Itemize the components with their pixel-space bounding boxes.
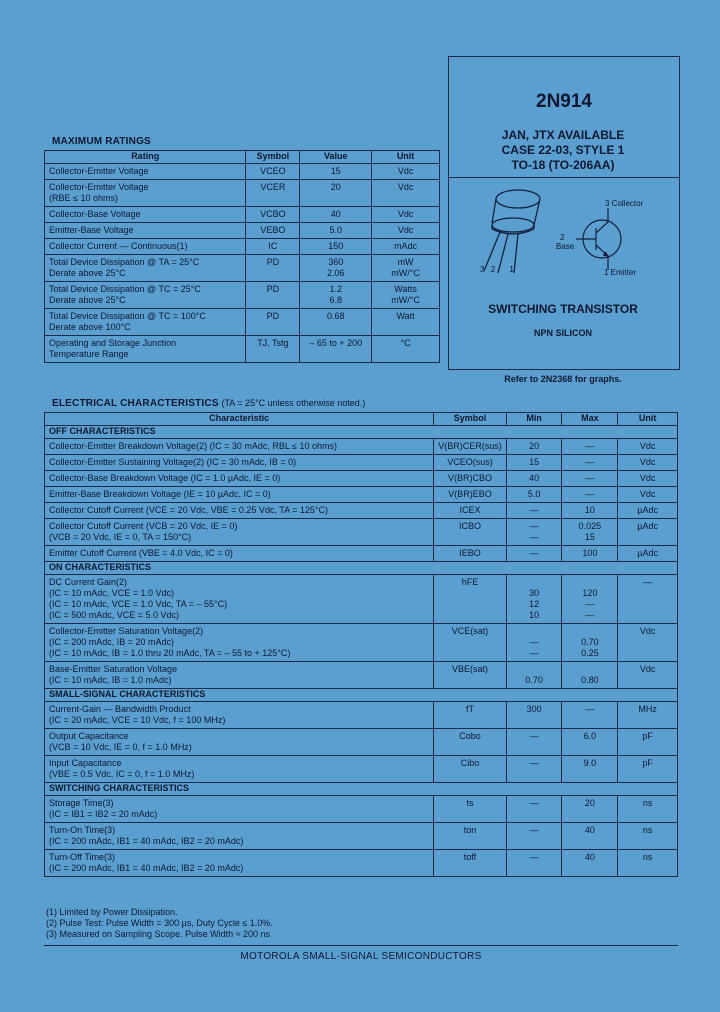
max-rating-row: [45, 239, 440, 255]
max-cell: [562, 503, 618, 519]
max-cell: [562, 702, 618, 729]
unit-cell: Vdc: [618, 624, 678, 662]
max-rating-row: [45, 207, 440, 223]
min-cell: [506, 519, 562, 546]
characteristic-cell-line: (IC = 10 mAdc, VCE = 1.0 Vdc, TA = – 55°C): [49, 599, 228, 609]
min-cell-line: 5.0: [527, 489, 541, 499]
characteristic-cell: [45, 624, 434, 662]
min-cell: [506, 850, 562, 877]
min-cell: [506, 439, 562, 455]
rating-cell-line: Collector-Base Voltage: [49, 209, 141, 219]
availability-text: JAN, JTX AVAILABLE: [501, 128, 625, 142]
min-cell-line: —: [529, 521, 539, 531]
value-cell: [300, 255, 372, 282]
unit-cell-line: °C: [400, 338, 411, 348]
max-cell: [562, 624, 618, 662]
characteristic-cell: [45, 729, 434, 756]
graphs-note: Refer to 2N2368 for graphs.: [504, 374, 622, 384]
value-cell-line: 360: [328, 257, 344, 267]
min-cell: [506, 662, 562, 689]
unit-cell: [372, 164, 440, 180]
unit-cell: pF: [618, 729, 678, 756]
characteristic-cell-line: Collector-Emitter Saturation Voltage(2): [49, 626, 204, 636]
unit-cell: [372, 239, 440, 255]
characteristic-cell: [45, 503, 434, 519]
rating-cell: [45, 239, 246, 255]
pin-label-collector: 3 Collector: [605, 199, 644, 208]
characteristic-row: [45, 471, 678, 487]
min-cell: [506, 796, 562, 823]
characteristic-row: [45, 624, 678, 662]
case-text: CASE 22-03, STYLE 1: [501, 143, 625, 157]
characteristic-cell-line: (VCB = 20 Vdc, IE = 0, TA = 150°C): [49, 532, 192, 542]
max-cell-line: —: [585, 599, 595, 609]
max-cell-line: 6.0: [583, 731, 597, 741]
max-cell-line: 40: [584, 825, 595, 835]
group-title: ON CHARACTERISTICS: [45, 562, 678, 575]
electrical-table: [44, 412, 678, 877]
characteristic-row: [45, 662, 678, 689]
max-cell-line: 120: [582, 588, 598, 598]
symbol-cell: Cibo: [434, 756, 507, 783]
electrical-title-line: [52, 398, 365, 409]
characteristic-row: [45, 796, 678, 823]
unit-cell: —: [618, 575, 678, 624]
max-cell-line: —: [585, 441, 595, 451]
max-cell: [562, 487, 618, 503]
max-cell: [562, 519, 618, 546]
max-cell: [562, 729, 618, 756]
min-cell-line: —: [529, 648, 539, 658]
group-header-row: [45, 783, 678, 796]
max-rating-row: [45, 336, 440, 363]
unit-cell: [372, 207, 440, 223]
characteristic-row: [45, 575, 678, 624]
characteristic-cell-line: (IC = 10 mAdc, IB = 1.0 thru 20 mAdc, TA = – 55 to + 125°C): [49, 648, 291, 658]
min-cell-line: —: [529, 798, 539, 808]
characteristic-cell-line: Base-Emitter Saturation Voltage: [49, 664, 178, 674]
symbol-cell: PD: [246, 282, 300, 309]
characteristic-cell: [45, 471, 434, 487]
characteristic-cell: [45, 850, 434, 877]
characteristic-row: [45, 823, 678, 850]
max-cell: [562, 455, 618, 471]
min-cell-line: —: [529, 825, 539, 835]
max-cell: [562, 756, 618, 783]
characteristic-cell: [45, 455, 434, 471]
rating-cell: [45, 223, 246, 239]
max-cell-line: —: [585, 610, 595, 620]
symbol-cell: PD: [246, 309, 300, 336]
symbol-cell: PD: [246, 255, 300, 282]
part-number: 2N914: [536, 91, 592, 112]
unit-cell: [372, 309, 440, 336]
characteristic-row: [45, 455, 678, 471]
electrical-header-row: Characteristic Symbol Min Max Unit: [45, 413, 678, 426]
polarity-text: NPN SILICON: [533, 328, 592, 338]
group-title: SWITCHING CHARACTERISTICS: [45, 783, 678, 796]
characteristic-row: [45, 439, 678, 455]
symbol-cell: hFE: [434, 575, 507, 624]
min-cell-line: 12: [529, 599, 540, 609]
value-cell-line: – 65 to + 200: [309, 338, 363, 348]
characteristic-cell-line: (IC = 10 mAdc, VCE = 1.0 Vdc): [49, 588, 175, 598]
max-cell-line: 20: [584, 798, 595, 808]
unit-cell: ns: [618, 850, 678, 877]
min-cell: [506, 624, 562, 662]
unit-cell: MHz: [618, 702, 678, 729]
min-cell-line: —: [529, 548, 539, 558]
max-cell-line: —: [585, 489, 595, 499]
unit-cell: ns: [618, 796, 678, 823]
rating-cell-line: Temperature Range: [49, 349, 129, 359]
max-cell-line: 0.025: [578, 521, 602, 531]
max-cell-line: —: [585, 704, 595, 714]
unit-cell: Vdc: [618, 662, 678, 689]
characteristic-cell-line: Collector Cutoff Current (VCE = 20 Vdc, VBE = 0.25 Vdc, TA = 125°C): [49, 505, 328, 515]
characteristic-cell-line: (IC = 200 mAdc, IB1 = 40 mAdc, IB2 = 20 mAdc): [49, 836, 244, 846]
unit-cell: [372, 255, 440, 282]
characteristic-cell-line: (IC = 20 mAdc, VCE = 10 Vdc, f = 100 MHz): [49, 715, 226, 725]
min-cell: [506, 823, 562, 850]
symbol-cell: fT: [434, 702, 507, 729]
characteristic-cell-line: Collector Cutoff Current (VCB = 20 Vdc, IE = 0): [49, 521, 238, 531]
max-ratings-title: MAXIMUM RATINGS: [52, 136, 151, 147]
max-rating-row: [45, 255, 440, 282]
max-cell-line: 0.70: [581, 637, 599, 647]
max-rating-row: [45, 223, 440, 239]
characteristic-cell: [45, 439, 434, 455]
symbol-cell: ICBO: [434, 519, 507, 546]
unit-cell: pF: [618, 756, 678, 783]
value-cell: [300, 309, 372, 336]
lead-numbers: 3 2 1: [480, 265, 514, 274]
characteristic-row: [45, 702, 678, 729]
max-cell-line: 0.80: [581, 675, 599, 685]
unit-cell-line: Vdc: [397, 182, 414, 192]
characteristic-cell-line: Input Capacitance: [49, 758, 122, 768]
unit-cell: µAdc: [618, 519, 678, 546]
max-cell-line: 9.0: [583, 758, 597, 768]
value-cell-line: 2.06: [326, 268, 345, 278]
group-title: OFF CHARACTERISTICS: [45, 426, 678, 439]
rating-cell-line: Collector-Emitter Voltage: [49, 166, 149, 176]
rating-cell-line: (RBE ≤ 10 ohms): [49, 193, 118, 203]
characteristic-cell-line: (IC = 200 mAdc, IB1 = 40 mAdc, IB2 = 20 mAdc): [49, 863, 244, 873]
rating-cell: [45, 207, 246, 223]
value-cell-line: 5.0: [329, 225, 342, 235]
max-rating-row: [45, 180, 440, 207]
rating-cell-line: Total Device Dissipation @ TC = 25°C: [49, 284, 201, 294]
min-cell-line: 20: [529, 441, 540, 451]
characteristic-row: [45, 519, 678, 546]
max-ratings-header-row: Rating Symbol Value Unit: [45, 151, 440, 164]
characteristic-cell-line: Current-Gain — Bandwidth Product: [49, 704, 191, 714]
rating-cell-line: Operating and Storage Junction: [49, 338, 177, 348]
footnotes: [46, 907, 273, 940]
unit-cell: µAdc: [618, 546, 678, 562]
max-cell-line: 100: [582, 548, 598, 558]
value-cell: [300, 336, 372, 363]
package-type-text: TO-18 (TO-206AA): [511, 158, 615, 172]
max-cell-line: [566, 664, 613, 675]
min-cell: [506, 702, 562, 729]
characteristic-row: [45, 850, 678, 877]
value-cell: [300, 180, 372, 207]
rating-cell: [45, 164, 246, 180]
value-cell-line: 150: [328, 241, 344, 251]
unit-cell: ns: [618, 823, 678, 850]
min-cell-line: 15: [529, 457, 540, 467]
characteristic-cell: [45, 756, 434, 783]
rating-cell-line: Collector-Emitter Voltage: [49, 182, 149, 192]
group-header-row: [45, 426, 678, 439]
rating-cell: [45, 180, 246, 207]
value-cell-line: 1.2: [329, 284, 342, 294]
max-cell: [562, 575, 618, 624]
min-cell-line: [511, 626, 558, 637]
value-cell: [300, 207, 372, 223]
min-cell-line: —: [529, 758, 539, 768]
electrical-title: ELECTRICAL CHARACTERISTICS: [52, 398, 219, 409]
electrical-condition: (TA = 25°C unless otherwise noted.): [221, 398, 366, 408]
characteristic-cell-line: Output Capacitance: [49, 731, 129, 741]
symbol-cell: V(BR)EBO: [434, 487, 507, 503]
footer-rule: [44, 945, 678, 946]
symbol-cell: Cobo: [434, 729, 507, 756]
min-cell-line: [511, 577, 558, 588]
characteristic-cell-line: (IC = 500 mAdc, VCE = 5.0 Vdc): [49, 610, 180, 620]
unit-cell-line: Watt: [396, 311, 415, 321]
characteristic-cell-line: Turn-On Time(3): [49, 825, 116, 835]
max-ratings-table: [44, 150, 440, 363]
max-cell-line: 10: [584, 505, 595, 515]
max-rating-row: [45, 309, 440, 336]
min-cell: [506, 729, 562, 756]
rating-cell: [45, 336, 246, 363]
min-cell-line: —: [529, 532, 539, 542]
value-cell-line: 20: [330, 182, 341, 192]
value-cell-line: 0.68: [326, 311, 345, 321]
value-cell: [300, 239, 372, 255]
characteristic-cell: [45, 519, 434, 546]
symbol-cell: TJ, Tstg: [246, 336, 300, 363]
max-cell-line: 15: [584, 532, 595, 542]
unit-cell: Vdc: [618, 471, 678, 487]
symbol-cell: VCE(sat): [434, 624, 507, 662]
min-cell-line: 40: [529, 473, 540, 483]
rating-cell-line: Total Device Dissipation @ TA = 25°C: [49, 257, 200, 267]
footnote-3: (3) Measured on Sampling Scope. Pulse Width ≈ 200 ns: [46, 929, 271, 939]
max-cell-line: —: [585, 473, 595, 483]
pin-label-base: Base: [556, 242, 575, 251]
unit-cell-line: mAdc: [394, 241, 418, 251]
unit-cell-line: Vdc: [397, 166, 414, 176]
npn-transistor-symbol-icon: [572, 208, 632, 270]
min-cell: [506, 756, 562, 783]
characteristic-cell: [45, 575, 434, 624]
characteristic-cell-line: (IC = 200 mAdc, IB = 20 mAdc): [49, 637, 175, 647]
symbol-cell: VCER: [246, 180, 300, 207]
value-cell-line: 6.8: [329, 295, 342, 305]
unit-cell: [372, 336, 440, 363]
min-cell: [506, 471, 562, 487]
min-cell-line: —: [529, 505, 539, 515]
symbol-cell: V(BR)CER(sus): [434, 439, 507, 455]
characteristic-cell-line: Storage Time(3): [49, 798, 114, 808]
device-type-text: SWITCHING TRANSISTOR: [488, 302, 638, 316]
footnote-2: (2) Pulse Test: Pulse Width = 300 µs, Duty Cycle ≤ 1.0%.: [46, 918, 273, 928]
characteristic-cell-line: Turn-Off Time(3): [49, 852, 116, 862]
symbol-cell: VEBO: [246, 223, 300, 239]
characteristic-cell-line: Emitter Cutoff Current (VBE = 4.0 Vdc, IC = 0): [49, 548, 233, 558]
symbol-cell: VCBO: [246, 207, 300, 223]
min-cell-line: 30: [529, 588, 540, 598]
characteristic-cell-line: Collector-Base Breakdown Voltage (IC = 1.0 µAdc, IE = 0): [49, 473, 281, 483]
symbol-cell: ton: [434, 823, 507, 850]
min-cell-line: —: [529, 731, 539, 741]
max-cell: [562, 546, 618, 562]
rating-cell: [45, 255, 246, 282]
characteristic-cell-line: (IC = 10 mAdc, IB = 1.0 mAdc): [49, 675, 172, 685]
footnote-1: (1) Limited by Power Dissipation.: [46, 907, 178, 917]
unit-cell: [372, 180, 440, 207]
characteristic-row: [45, 729, 678, 756]
characteristic-row: [45, 756, 678, 783]
group-header-row: [45, 689, 678, 702]
value-cell-line: 40: [330, 209, 341, 219]
min-cell-line: 10: [529, 610, 540, 620]
value-cell-line: 15: [330, 166, 341, 176]
characteristic-row: [45, 503, 678, 519]
symbol-cell: V(BR)CBO: [434, 471, 507, 487]
min-cell: [506, 575, 562, 624]
unit-cell: Vdc: [618, 439, 678, 455]
max-cell: [562, 439, 618, 455]
unit-cell: [372, 223, 440, 239]
pin-label-base-number: 2: [560, 233, 565, 242]
min-cell: [506, 487, 562, 503]
symbol-cell: ts: [434, 796, 507, 823]
characteristic-cell: [45, 546, 434, 562]
rating-cell-line: Emitter-Base Voltage: [49, 225, 134, 235]
symbol-cell: IC: [246, 239, 300, 255]
max-cell: [562, 662, 618, 689]
max-cell-line: 0.25: [581, 648, 599, 658]
symbol-cell: VCEO: [246, 164, 300, 180]
characteristic-cell: [45, 702, 434, 729]
unit-cell-line: Vdc: [397, 225, 414, 235]
max-cell-line: [566, 577, 613, 588]
unit-cell-line: mW/°C: [391, 295, 420, 305]
unit-cell: Vdc: [618, 487, 678, 503]
rating-cell-line: Derate above 25°C: [49, 295, 126, 305]
characteristic-cell-line: Collector-Emitter Breakdown Voltage(2) (IC = 30 mAdc, RBL ≤ 10 ohms): [49, 441, 337, 451]
rating-cell: [45, 309, 246, 336]
characteristic-cell-line: (VCB = 10 Vdc, IE = 0, f = 1.0 MHz): [49, 742, 192, 752]
min-cell-line: [511, 664, 558, 675]
min-cell: [506, 546, 562, 562]
min-cell-line: 0.70: [525, 675, 543, 685]
max-rating-row: [45, 282, 440, 309]
footer-text: MOTOROLA SMALL-SIGNAL SEMICONDUCTORS: [240, 951, 482, 962]
characteristic-cell-line: (VBE = 0.5 Vdc, IC = 0, f = 1.0 MHz): [49, 769, 195, 779]
characteristic-cell: [45, 662, 434, 689]
characteristic-cell: [45, 796, 434, 823]
symbol-cell: IEBO: [434, 546, 507, 562]
group-header-row: [45, 562, 678, 575]
max-cell-line: [566, 626, 613, 637]
min-cell-line: 300: [526, 704, 542, 714]
rating-cell-line: Collector Current — Continuous(1): [49, 241, 188, 251]
max-cell: [562, 796, 618, 823]
value-cell: [300, 164, 372, 180]
symbol-cell: toff: [434, 850, 507, 877]
max-rating-row: [45, 164, 440, 180]
group-title: SMALL-SIGNAL CHARACTERISTICS: [45, 689, 678, 702]
max-cell-line: —: [585, 457, 595, 467]
pin-label-emitter: 1 Emitter: [604, 268, 637, 277]
characteristic-cell: [45, 823, 434, 850]
characteristic-cell-line: DC Current Gain(2): [49, 577, 128, 587]
characteristic-cell-line: Collector-Emitter Sustaining Voltage(2) (IC = 30 mAdc, IB = 0): [49, 457, 297, 467]
min-cell-line: —: [529, 637, 539, 647]
characteristic-row: [45, 546, 678, 562]
unit-cell-line: mW/°C: [391, 268, 420, 278]
max-cell: [562, 823, 618, 850]
max-cell: [562, 850, 618, 877]
unit-cell-line: Watts: [394, 284, 417, 294]
unit-cell: Vdc: [618, 455, 678, 471]
symbol-cell: VCEO(sus): [434, 455, 507, 471]
characteristic-cell: [45, 487, 434, 503]
characteristic-row: [45, 487, 678, 503]
max-cell: [562, 471, 618, 487]
characteristic-cell-line: (IC = IB1 = IB2 = 20 mAdc): [49, 809, 158, 819]
rating-cell-line: Derate above 100°C: [49, 322, 131, 332]
symbol-cell: ICEX: [434, 503, 507, 519]
rating-cell-line: Derate above 25°C: [49, 268, 126, 278]
min-cell: [506, 503, 562, 519]
value-cell: [300, 223, 372, 239]
characteristic-cell-line: Emitter-Base Breakdown Voltage (IE = 10 µAdc, IC = 0): [49, 489, 271, 499]
symbol-cell: VBE(sat): [434, 662, 507, 689]
unit-cell-line: Vdc: [397, 209, 414, 219]
unit-cell: µAdc: [618, 503, 678, 519]
value-cell: [300, 282, 372, 309]
min-cell-line: —: [529, 852, 539, 862]
rating-cell-line: Total Device Dissipation @ TC = 100°C: [49, 311, 206, 321]
rating-cell: [45, 282, 246, 309]
unit-cell-line: mW: [397, 257, 414, 267]
unit-cell: [372, 282, 440, 309]
max-cell-line: 40: [584, 852, 595, 862]
min-cell: [506, 455, 562, 471]
